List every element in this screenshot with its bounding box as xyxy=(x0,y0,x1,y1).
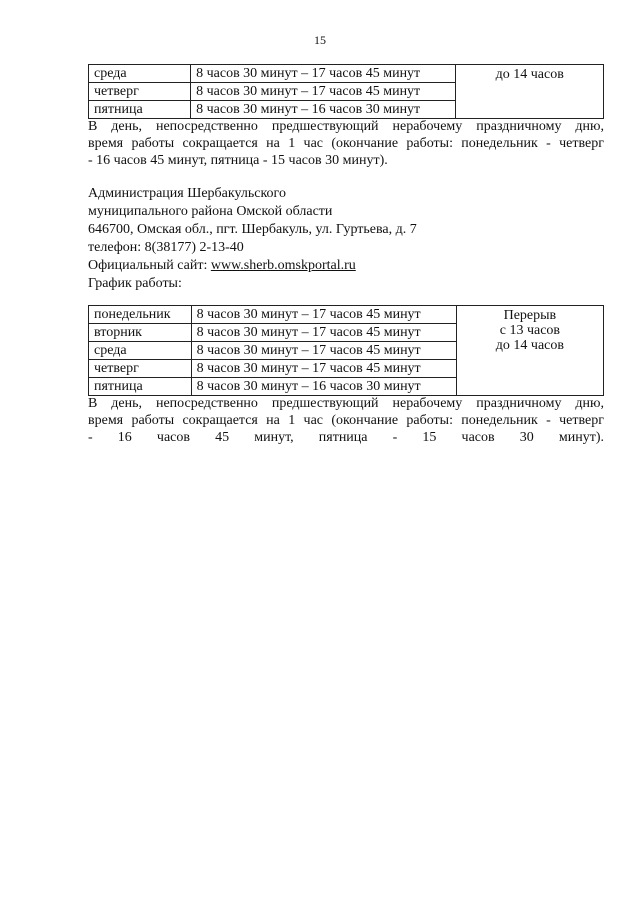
hours-cell: 8 часов 30 минут – 17 часов 45 минут xyxy=(191,342,456,360)
shortened-day-note xyxy=(88,118,604,169)
day-cell: пятница xyxy=(89,101,191,119)
day-cell: вторник xyxy=(89,324,192,342)
hours-cell: 8 часов 30 минут – 17 часов 45 минут xyxy=(191,324,456,342)
lunch-cell xyxy=(456,306,603,396)
shortened-day-note xyxy=(88,395,604,446)
hours-cell: 8 часов 30 минут – 16 часов 30 минут xyxy=(191,101,456,119)
note-line: время работы сокращается на 1 час (окончание работы: понедельник - четверг xyxy=(88,136,604,151)
page-number: 15 xyxy=(314,33,326,47)
admin-name-line: Администрация Шербакульского xyxy=(88,186,286,201)
hours-cell: 8 часов 30 минут – 17 часов 45 минут xyxy=(191,83,456,101)
table-row xyxy=(89,306,604,324)
hours-cell: 8 часов 30 минут – 17 часов 45 минут xyxy=(191,306,456,324)
hours-cell: 8 часов 30 минут – 16 часов 30 минут xyxy=(191,378,456,396)
schedule-label: График работы: xyxy=(88,276,182,291)
day-cell: пятница xyxy=(89,378,192,396)
note-line: - 16 часов 45 минут, пятница - 15 часов 30 минут). xyxy=(88,153,388,168)
admin-name-line: муниципального района Омской области xyxy=(88,204,333,219)
note-line: - 16 часов 45 минут, пятница - 15 часов 30 минут). xyxy=(88,430,604,445)
administration-contacts xyxy=(88,185,604,293)
day-cell: среда xyxy=(89,342,192,360)
admin-address: 646700, Омская обл., пгт. Шербакуль, ул. Гуртьева, д. 7 xyxy=(88,222,417,237)
note-line: время работы сокращается на 1 час (окончание работы: понедельник - четверг xyxy=(88,413,604,428)
note-line: В день, непосредственно предшествующий нерабочему праздничному дню, xyxy=(88,396,604,411)
lunch-line: с 13 часов xyxy=(499,323,561,338)
admin-phone: телефон: 8(38177) 2-13-40 xyxy=(88,240,244,255)
note-line: В день, непосредственно предшествующий нерабочему праздничному дню, xyxy=(88,119,604,134)
day-cell: понедельник xyxy=(89,306,192,324)
day-cell: четверг xyxy=(89,360,192,378)
lunch-line: до 14 часов xyxy=(495,338,564,353)
site-label: Официальный сайт: xyxy=(88,258,211,273)
hours-cell: 8 часов 30 минут – 17 часов 45 минут xyxy=(191,360,456,378)
lunch-line: Перерыв xyxy=(503,308,557,323)
site-link[interactable]: www.sherb.omskportal.ru xyxy=(210,258,356,273)
lunch-cell: до 14 часов xyxy=(456,65,604,119)
day-cell: четверг xyxy=(89,83,191,101)
day-cell: среда xyxy=(89,65,191,83)
hours-cell: 8 часов 30 минут – 17 часов 45 минут xyxy=(191,65,456,83)
schedule-table-partial xyxy=(88,64,604,119)
admin-site xyxy=(88,257,604,275)
schedule-table xyxy=(88,305,604,396)
table-row xyxy=(89,65,604,83)
